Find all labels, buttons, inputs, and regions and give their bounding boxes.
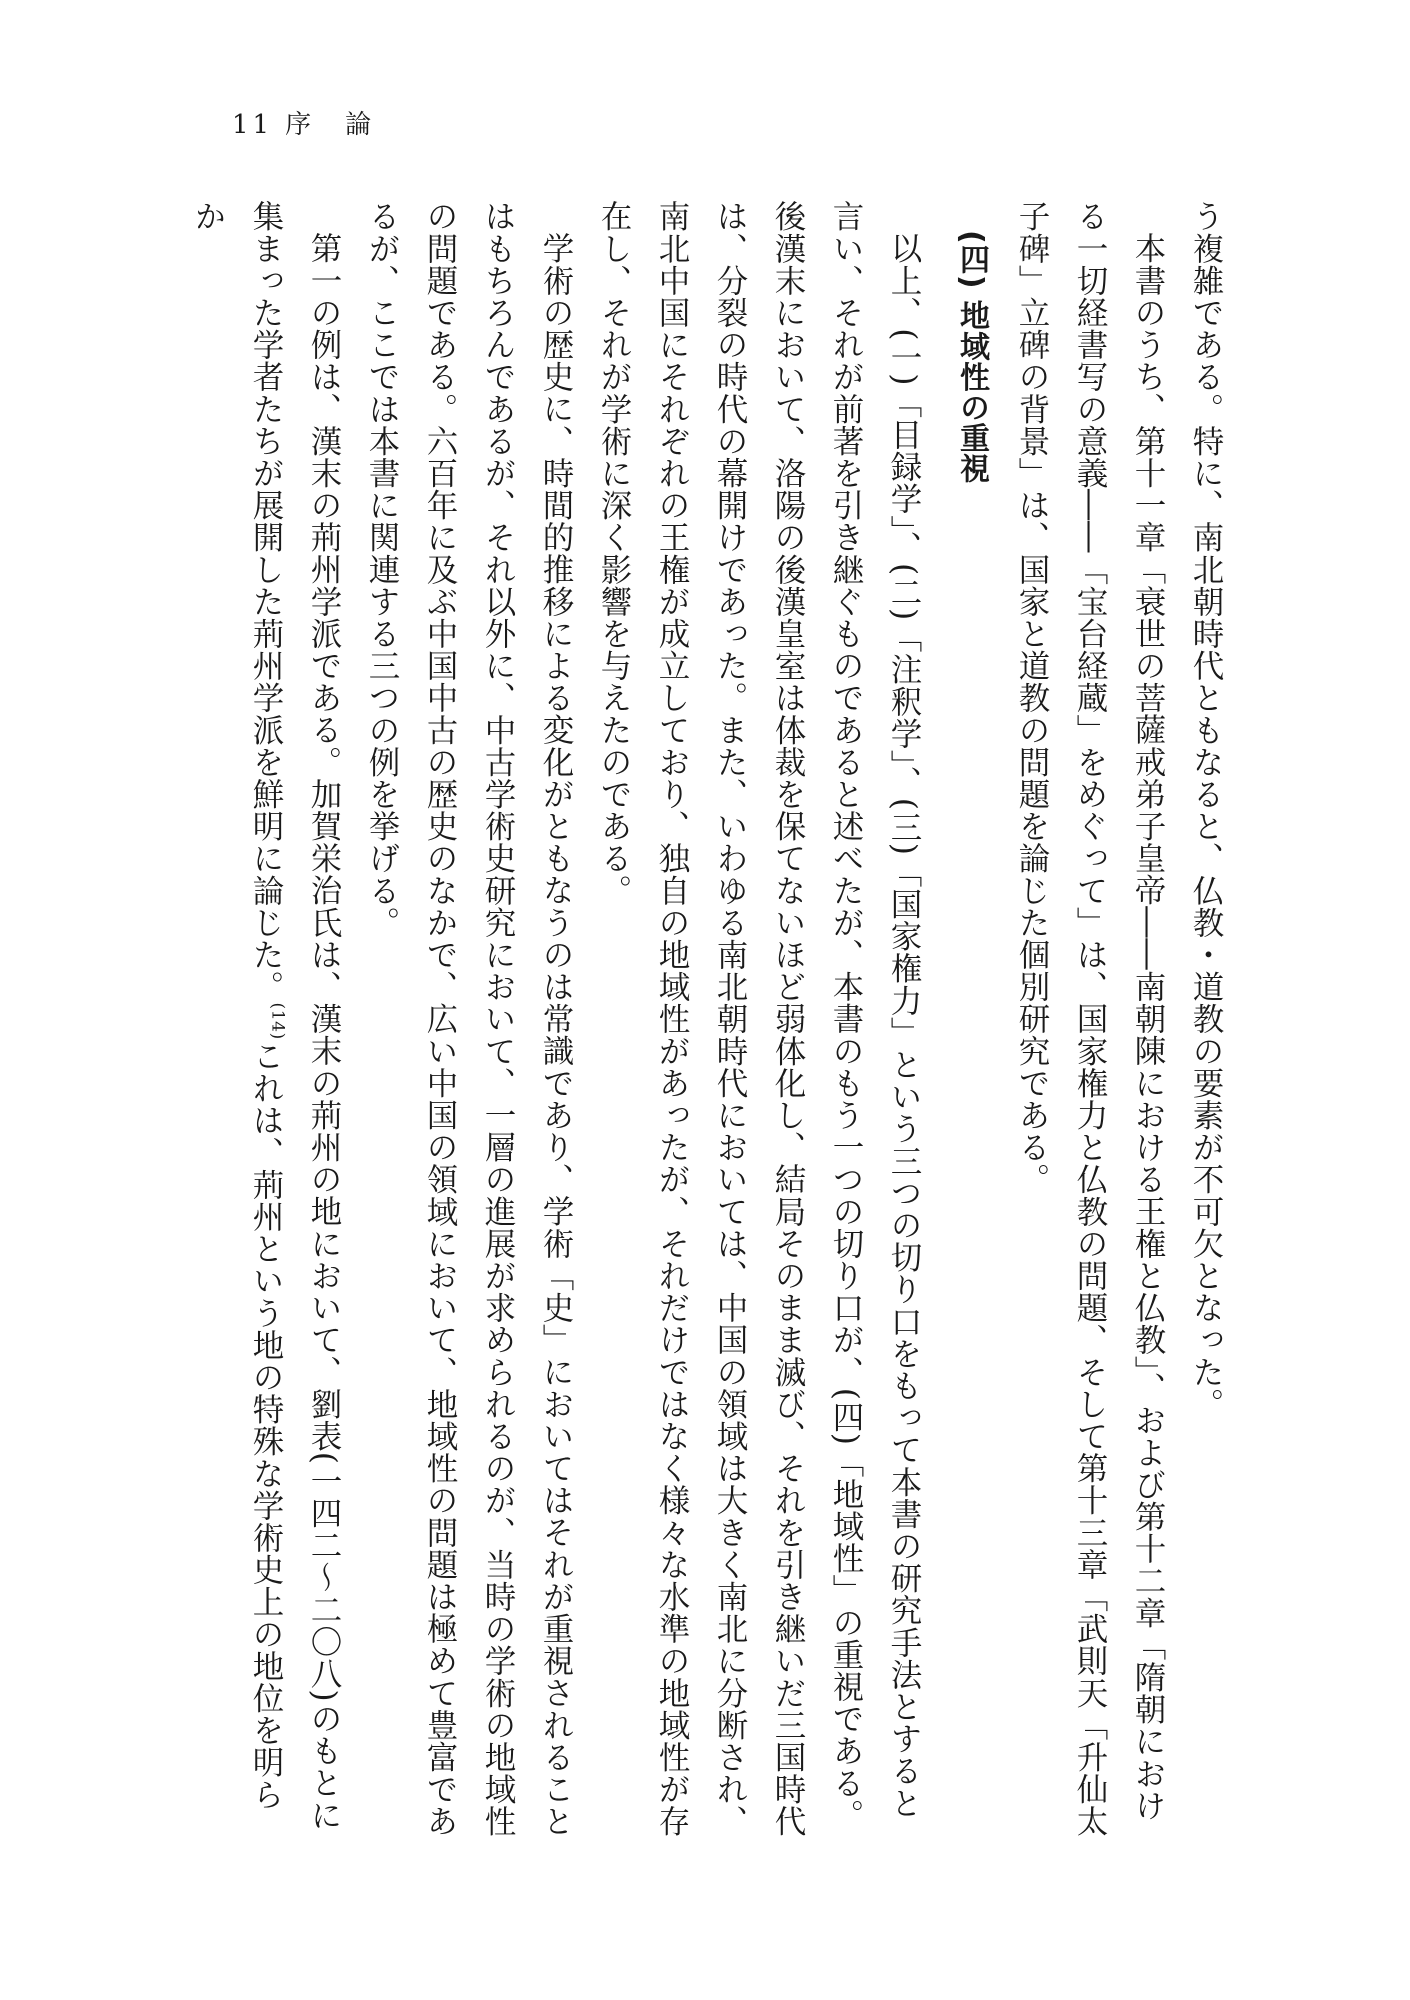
paragraph: 学術の歴史に、時間的推移による変化がともなうのは常識であり、学術「史」においてはそれが重視されることはもちろんであるが、それ以外に、中古学術史研究において、一層の進展が求められるのが、当時の学術の地域性の問題である。六百年に及ぶ中国中古の歴史のなかで、広い中国の領域において、地域性の問題は極めて豊富であるが、ここでは本書に関連する三つの例を挙げる。 — [364, 200, 574, 1838]
page-number: 11 — [232, 110, 274, 140]
paragraph-continued: う複雑である。特に、南北朝時代ともなると、仏教・道教の要素が不可欠となった。 — [1188, 200, 1224, 1420]
paragraph: 本書のうち、第十一章「衰世の菩薩戒弟子皇帝――南朝陳における王権と仏教」、および第十二章「隋朝における一切経書写の意義――「宝台経蔵」をめぐって」は、国家権力と仏教の問題、そして第十三章「武則天「升仙太子碑」立碑の背景」は、国家と道教の問題を論じた個別研究である。 — [1014, 200, 1166, 1838]
paragraph — [179, 200, 353, 1840]
paragraph: 以上、(一)「目録学」、(二)「注釈学」、(三)「国家権力」という三つの切り口をもって本書の研究手法とすると言い、それが前著を引き継ぐものであると述べたが、本書のもう一つの切り口が、(四)「地域性」の重視である。後漢末において、洛陽の後漢皇室は体裁を保てないほど弱体化し、結局そのまま滅び、それを引き継いだ三国時代は、分裂の時代の幕開けであった。また、いわゆる南北朝時代においては、中国の領域は大きく南北に分断され、南北中国にそれぞれの王権が成立しており、独自の地域性があったが、それだけではなく様々な水準の地域性が存在し、それが学術に深く影響を与えたのである。 — [596, 200, 922, 1838]
running-header — [232, 104, 405, 141]
paragraph-text: これは、荊州という地の特殊な学術史上の地位を明らか — [190, 200, 284, 1811]
footnote-reference[interactable]: (14) — [267, 1002, 288, 1040]
body-text — [190, 200, 1235, 1840]
paragraph-text: 第一の例は、漢末の荊州学派である。加賀栄治氏は、漢末の荊州の地において、劉表(一四二〜二〇八)のもとに集まった学者たちが展開した荊州学派を鮮明に論じた。 — [248, 200, 342, 1831]
section-heading: (四) 地域性の重視 — [954, 230, 989, 484]
running-title: 序論 — [285, 110, 406, 140]
